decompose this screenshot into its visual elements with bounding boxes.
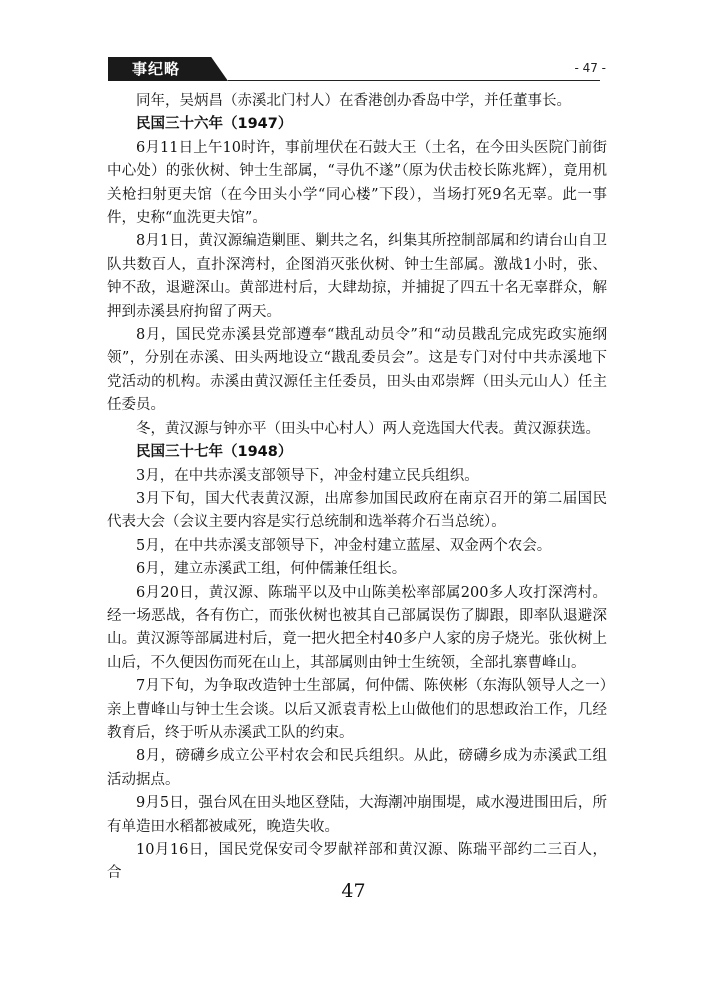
- chronicle-paragraph: 8月1日，黄汉源编造剿匪、剿共之名，纠集其所控制部属和约请台山自卫队共数百人，直扑深湾村，企图消灭张伙树、钟士生部属。激战1小时，张、钟不敌，退避深山。黄部进村后，大肆劫掠，并捕捉了四五十名无辜群众，解押到赤溪县府拘留了两天。: [107, 233, 607, 320]
- chronicle-paragraph: 6月11日上午10时许，事前埋伏在石鼓大王（土名，在今田头医院门前街中心处）的张伙树、钟士生部属，“寻仇不遂”（原为伏击校长陈兆辉），竟用机关枪扫射更夫馆（在今田头小学“同心楼”下段），当场打死9名无辜。此一事件，史称“血洗更夫馆”。: [107, 139, 607, 227]
- chronicle-body: [107, 90, 607, 886]
- chronicle-paragraph: 3月下旬，国大代表黄汉源，出席参加国民政府在南京召开的第二届国民代表大会（会议主要内容是实行总统制和选举蒋介石当总统）。: [107, 490, 607, 531]
- section-title: 事纪略: [132, 60, 181, 78]
- chronicle-paragraph: 10月16日，国民党保安司令罗献祥部和黄汉源、陈瑞平部约二三百人，合: [107, 842, 607, 882]
- footer-page-number: 47: [341, 880, 366, 902]
- chronicle-paragraph: 同年，吴炳昌（赤溪北门村人）在香港创办香岛中学，并任董事长。: [136, 93, 571, 109]
- chronicle-paragraph: 5月，在中共赤溪支部领导下，冲金村建立蓝屋、双金两个农会。: [136, 537, 552, 554]
- year-heading: 民国三十七年（1948）: [136, 444, 293, 461]
- header-page-label: - 47 -: [574, 61, 606, 75]
- chronicle-paragraph: 8月，磅礴乡成立公平村农会和民兵组织。从此，磅礴乡成为赤溪武工组活动据点。: [107, 748, 607, 788]
- chronicle-paragraph: 9月5日，强台风在田头地区登陆，大海潮冲崩围堤，咸水漫进围田后，所有单造田水稻都被咸死，晚造失收。: [107, 795, 607, 835]
- chronicle-paragraph: 8月，国民党赤溪县党部遵奉“戡乱动员令”和“动员戡乱完成宪政实施纲领”，分别在赤溪、田头两地设立“戡乱委员会”。这是专门对付中共赤溪地下党活动的机构。赤溪由黄汉源任主任委员，田头由邓崇辉（田头元山人）任主任委员。: [107, 327, 607, 414]
- chronicle-paragraph: 6月20日，黄汉源、陈瑞平以及中山陈美松率部属200多人攻打深湾村。经一场恶战，各有伤亡，而张伙树也被其自己部属误伤了脚跟，即率队退避深山。黄汉源等部属进村后，竟一把火把全村40多户人家的房子烧光。张伙树上山后，不久便因伤而死在山上，其部属则由钟士生统领，全部扎寨曹峰山。: [107, 584, 607, 671]
- chronicle-paragraph: 6月，建立赤溪武工组，何仲儒兼任组长。: [136, 561, 407, 578]
- chronicle-paragraph: 冬，黄汉源与钟亦平（田头中心村人）两人竞选国大代表。黄汉源获选。: [136, 420, 600, 437]
- chronicle-paragraph: 3月，在中共赤溪支部领导下，冲金村建立民兵组织。: [136, 467, 479, 484]
- header-rule: [228, 80, 600, 81]
- chronicle-paragraph: 7月下旬，为争取改造钟士生部属，何仲儒、陈俠彬（东海队领导人之一）亲上曹峰山与钟士生会谈。以后又派袁青松上山做他们的思想政治工作，几经教育后，终于听从赤溪武工队的约束。: [107, 678, 607, 741]
- year-heading: 民国三十六年（1947）: [136, 116, 293, 133]
